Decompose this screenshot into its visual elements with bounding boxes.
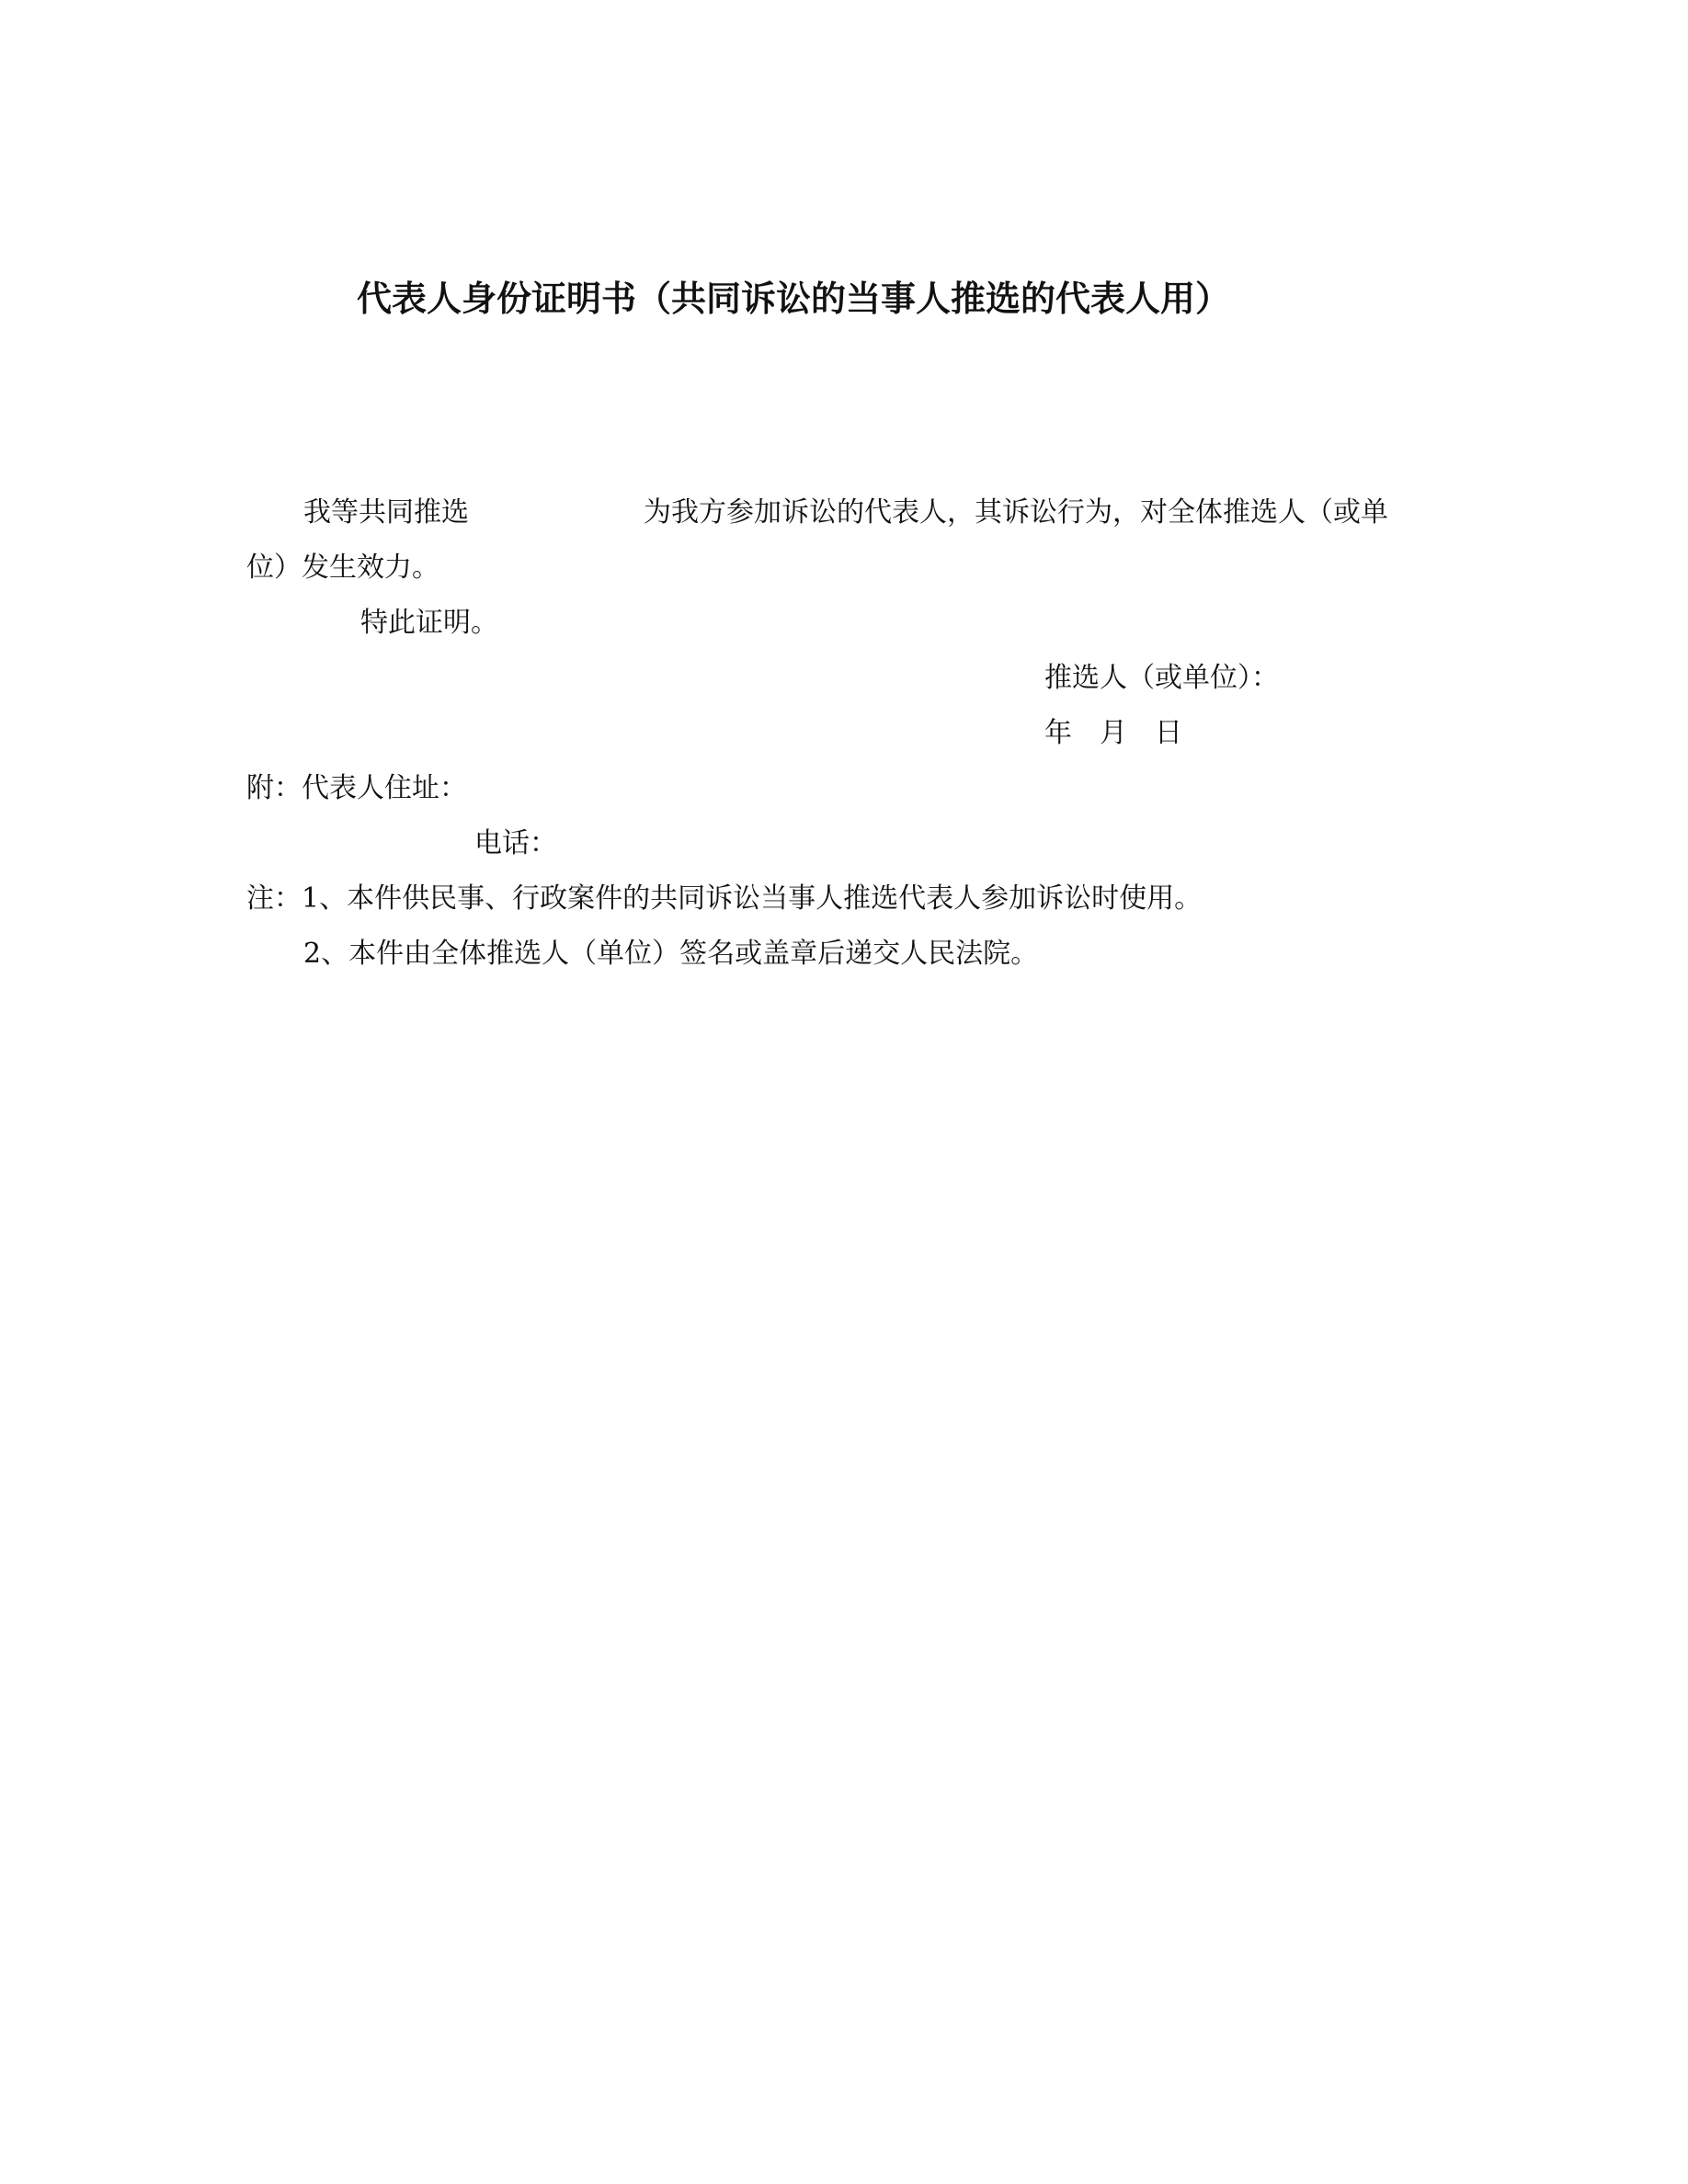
body-line-2: 位）发生效力。 (246, 552, 439, 584)
document-title: 代表人身份证明书（共同诉讼的当事人推选的代表人用） (357, 278, 1231, 319)
certify-text: 特此证明。 (360, 607, 498, 639)
note-2: 2、本件由全体推选人（单位）签名或盖章后递交人民法院。 (303, 938, 1039, 970)
body-line-1-end: 为我方参加诉讼的代表人，其诉讼行为，对全体推选人（或单 (644, 496, 1388, 529)
date-line: 年 月 日 (1044, 717, 1182, 749)
phone-label: 电话： (474, 827, 557, 859)
nominator-label: 推选人（或单位）： (1044, 662, 1279, 694)
address-label: 附：代表人住址： (246, 772, 467, 804)
body-line-1-start: 我等共同推选 (303, 496, 469, 529)
body-line-1 (303, 495, 1388, 531)
note-1: 注：1、本件供民事、行政案件的共同诉讼当事人推选代表人参加诉讼时使用。 (246, 882, 1203, 915)
